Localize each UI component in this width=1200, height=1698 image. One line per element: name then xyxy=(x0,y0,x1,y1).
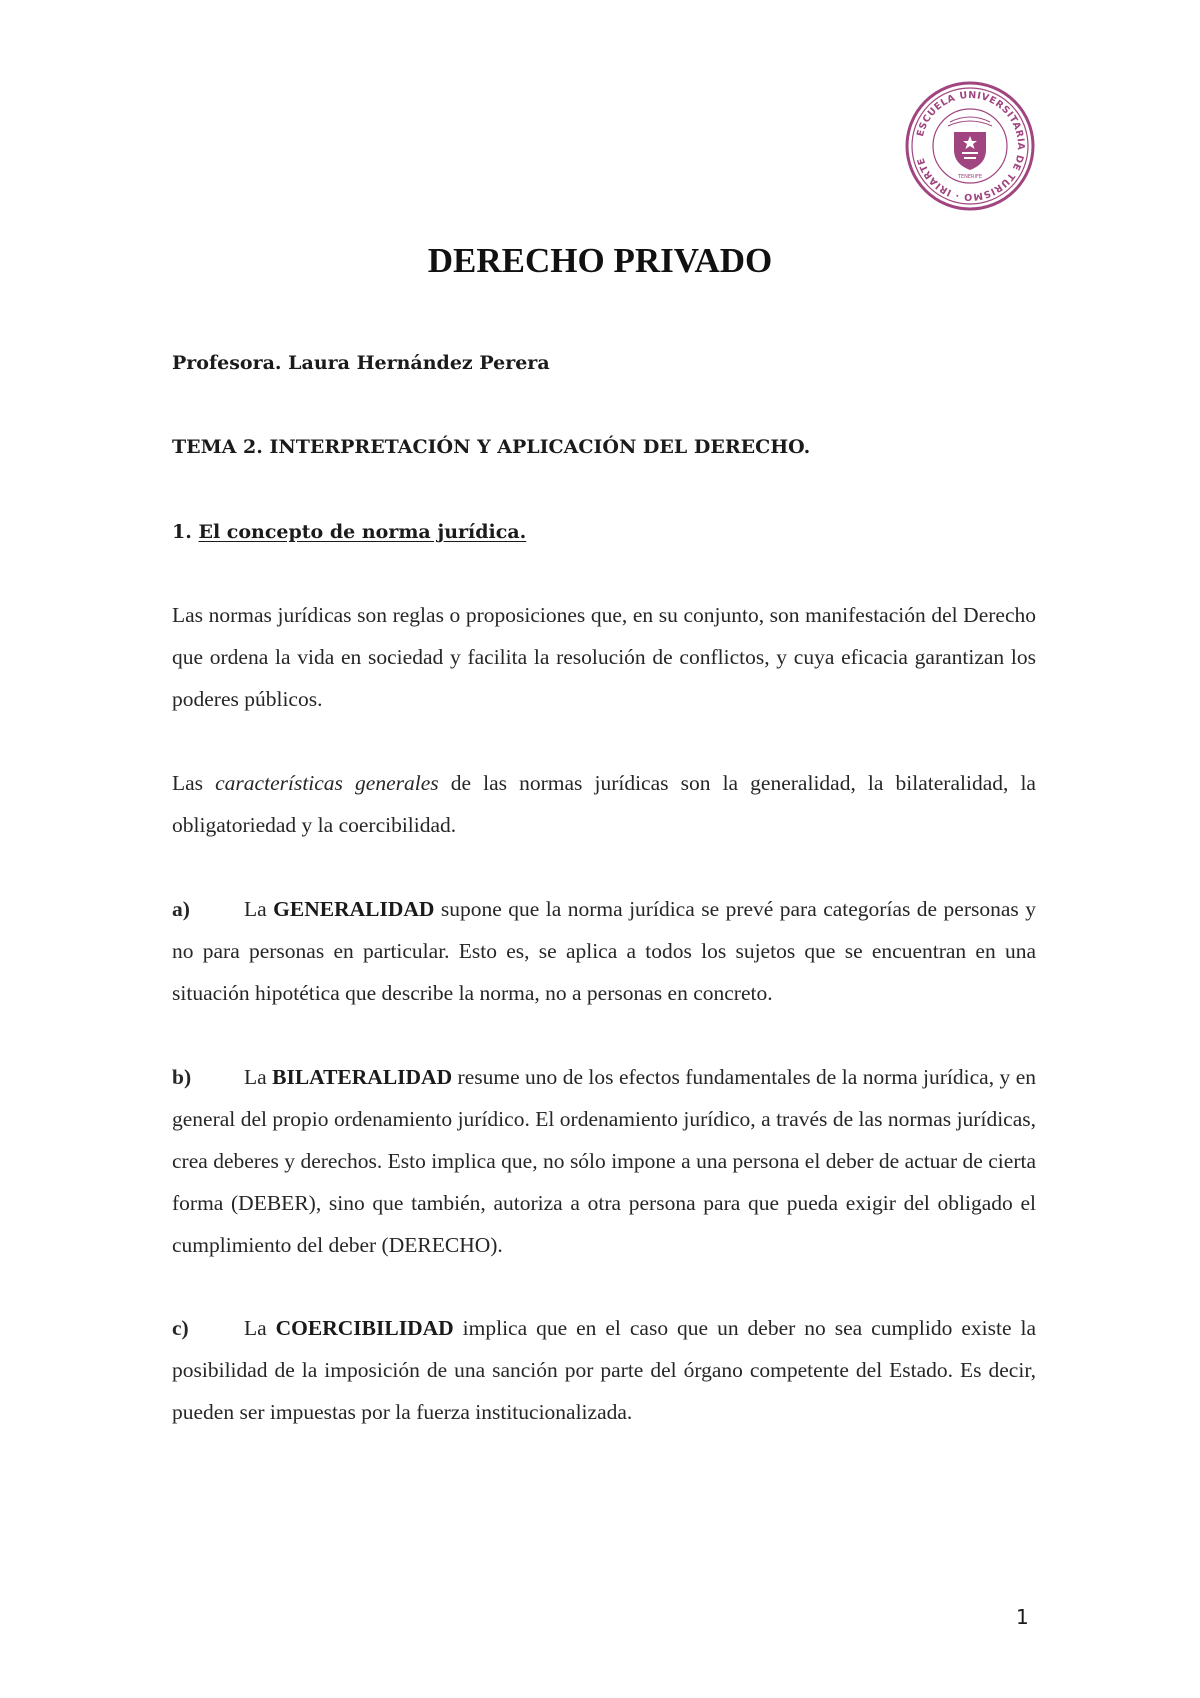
list-item-text: supone que la norma jurídica se prevé para categorías de personas y no para personas en particular. Esto es, se aplica a todos los sujetos que se encuentran en una situación hipotética que describe la norma, no a personas en concreto. xyxy=(172,897,1036,1005)
list-item-keyword: COERCIBILIDAD xyxy=(275,1316,454,1340)
paragraph-characteristics-emphasis: características generales xyxy=(215,771,439,795)
list-item-lead: La xyxy=(244,897,274,921)
document-title: DERECHO PRIVADO xyxy=(427,241,773,280)
list-item-coercibilidad xyxy=(172,1307,1036,1433)
list-item-marker: c) xyxy=(172,1316,189,1340)
list-item-keyword: GENERALIDAD xyxy=(273,897,435,921)
paragraph-characteristics xyxy=(172,762,1036,846)
list-item-text: implica que en el caso que un deber no sea cumplido existe la posibilidad de la imposición de una sanción por parte del órgano competente del Estado. Es decir, pueden ser impuestas por la fuerza institucionalizada. xyxy=(172,1316,1036,1424)
list-item-keyword: BILATERALIDAD xyxy=(272,1065,453,1089)
paragraph-characteristics-before: Las xyxy=(172,771,216,795)
list-item-lead: La xyxy=(244,1065,273,1089)
paragraph-characteristics-after: de las normas jurídicas son la generalidad, la bilateralidad, la obligatoriedad y la coercibilidad. xyxy=(172,771,1036,837)
university-seal-logo xyxy=(904,80,1036,212)
list-item-text: resume uno de los efectos fundamentales de la norma jurídica, y en general del propio ordenamiento jurídico. El ordenamiento jurídico, a través de las normas jurídicas, crea deberes y derechos. Esto implica que, no sólo impone a una persona el deber de actuar de cierta forma (DEBER), sino que también, autoriza a otra persona para que pueda exigir del obligado el cumplimiento del deber (DERECHO). xyxy=(172,1065,1036,1257)
list-item-generalidad xyxy=(172,888,1036,1014)
section-title: El concepto de norma jurídica. xyxy=(198,521,527,543)
topic-heading: TEMA 2. INTERPRETACIÓN Y APLICACIÓN DEL DERECHO. xyxy=(172,436,811,458)
seal-bottom-text: TENERIFE xyxy=(957,174,983,180)
professor-line: Profesora. Laura Hernández Perera xyxy=(172,352,550,374)
list-item-marker: b) xyxy=(172,1065,192,1089)
section-number: 1. xyxy=(172,521,192,543)
page-number: 1 xyxy=(1016,1605,1029,1629)
section-heading xyxy=(172,518,1036,546)
list-item-bilateralidad xyxy=(172,1056,1036,1266)
svg-text:ESCUELA UNIVERSITARIA DE TURIS: ESCUELA UNIVERSITARIA DE TURISMO · IRIARTE xyxy=(914,89,1027,203)
list-item-lead: La xyxy=(244,1316,276,1340)
paragraph-definition: Las normas jurídicas son reglas o proposiciones que, en su conjunto, son manifestación del Derecho que ordena la vida en sociedad y facilita la resolución de conflictos, y cuya eficacia garantizan los poderes públicos. xyxy=(172,603,1036,711)
list-item-marker: a) xyxy=(172,897,190,921)
